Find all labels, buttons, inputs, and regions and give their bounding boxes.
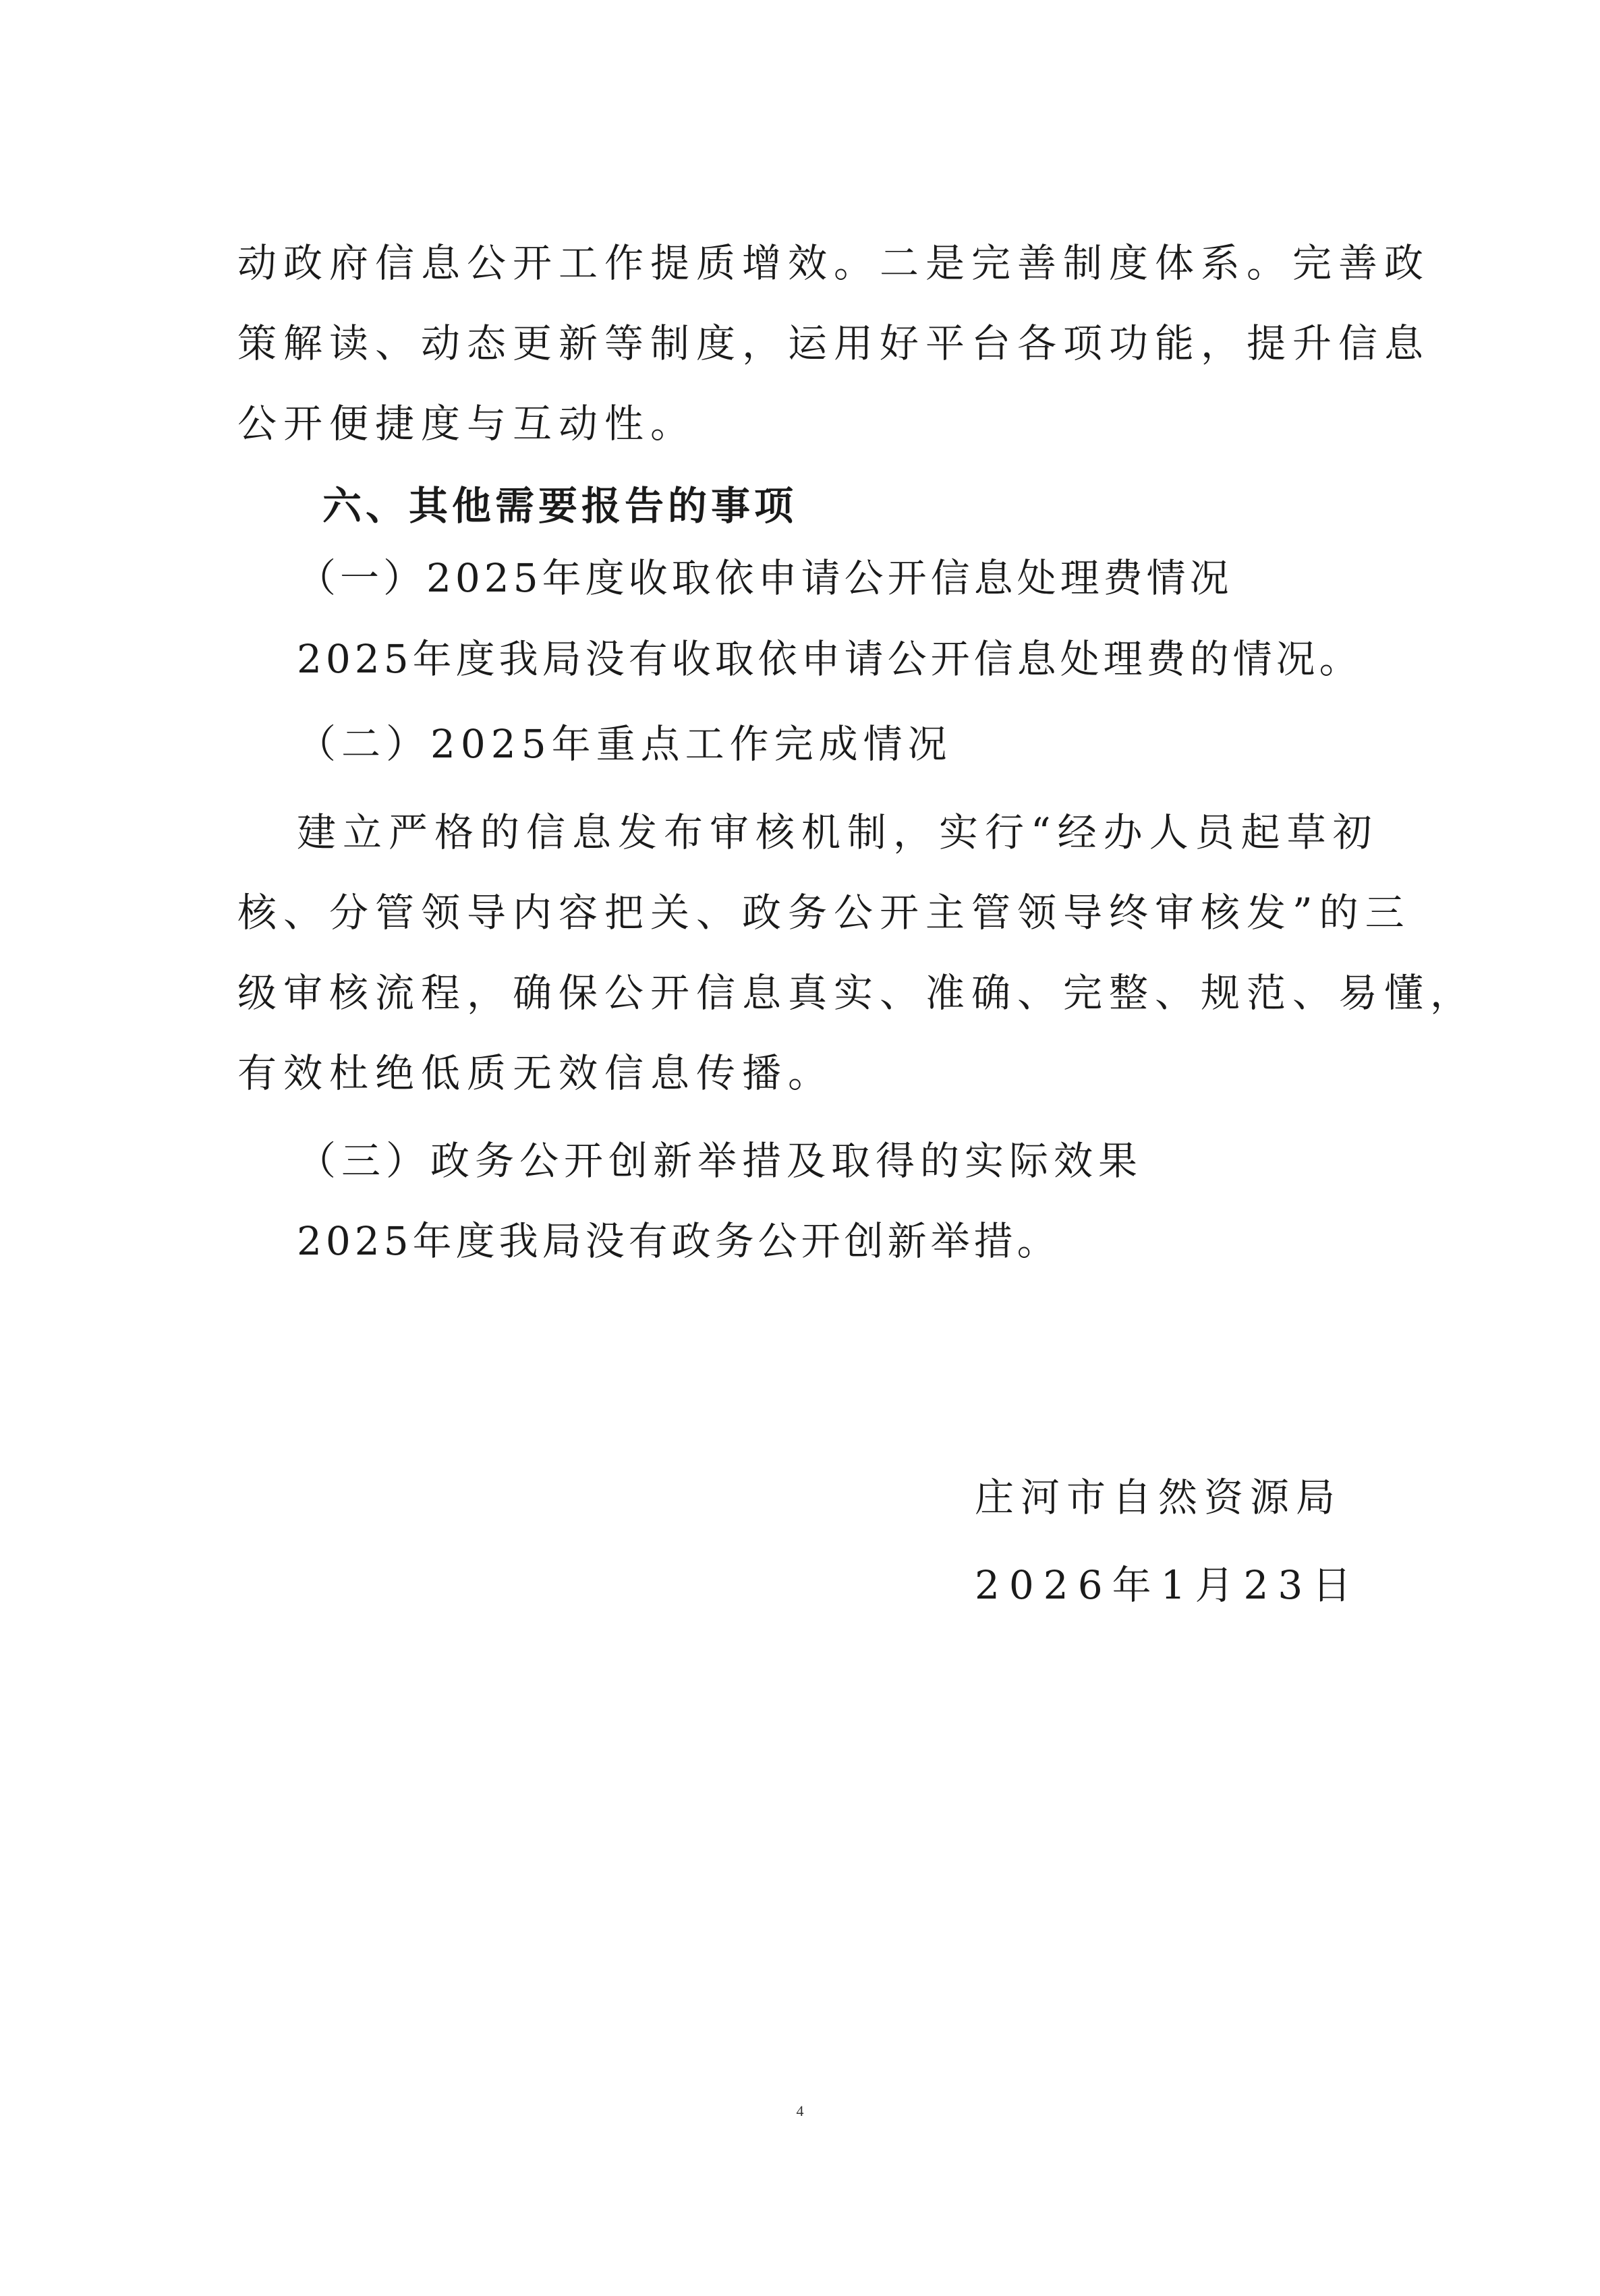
subsection-2-body-line-2: 核、分管领导内容把关、政务公开主管领导终审核发”的三 [237,890,1411,936]
subsection-3-body: 2025年度我局没有政务公开创新举措。 [297,1218,1060,1264]
subsection-2-body-line-1: 建立严格的信息发布审核机制，实行“经办人员起草初 [297,809,1379,855]
subsection-1-body: 2025年度我局没有收取依申请公开信息处理费的情况。 [297,636,1363,682]
subsection-1-title: （一）2025年度收取依申请公开信息处理费情况 [297,555,1233,601]
paragraph-line-3: 公开便捷度与互动性。 [237,401,697,447]
subsection-2-body-line-3: 级审核流程，确保公开信息真实、准确、完整、规范、易懂， [237,970,1477,1016]
paragraph-line-1: 动政府信息公开工作提质增效。二是完善制度体系。完善政 [237,240,1431,286]
paragraph-line-2: 策解读、动态更新等制度，运用好平台各项功能，提升信息 [237,320,1431,366]
signature-organization: 庄河市自然资源局 [975,1474,1342,1520]
signature-date: 2026年1月23日 [975,1562,1361,1608]
page-number: 4 [796,2102,804,2119]
subsection-3-title: （三）政务公开创新举措及取得的实际效果 [297,1138,1143,1184]
subsection-2-title: （二）2025年重点工作完成情况 [297,721,952,767]
subsection-2-body-line-4: 有效杜绝低质无效信息传播。 [237,1050,834,1096]
section-heading: 六、其他需要报告的事项 [322,483,798,529]
